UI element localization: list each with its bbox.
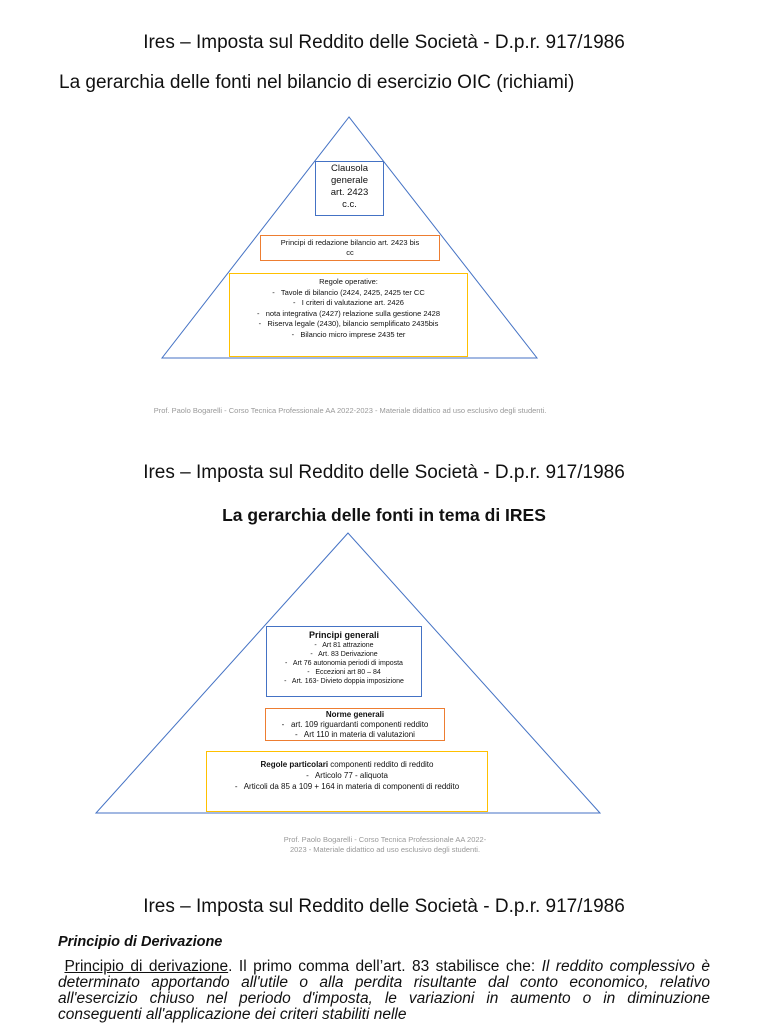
list-item: - Riserva legale (2430), bilancio semplificato 2435bis [230, 319, 467, 330]
principi-redazione-line-2: cc [346, 248, 354, 257]
slide-1-subtitle: La gerarchia delle fonti nel bilancio di esercizio OIC (richiami) [59, 72, 575, 93]
principi-redazione-line-1: Principi di redazione bilancio art. 2423 bis [280, 238, 420, 247]
regole-particolari-box [206, 751, 488, 812]
slide-1-footer: Prof. Paolo Bogarelli - Corso Tecnica Professionale AA 2022-2023 - Materiale didattico ad uso esclusivo degli studenti. [153, 406, 547, 415]
clausola-line-1: Clausola [331, 163, 368, 174]
slide-2-footer [230, 835, 540, 855]
principi-generali-heading: Principi generali [308, 630, 380, 640]
regole-operative-list [230, 288, 467, 341]
paragraph-italic: Il reddito complessivo è determinato apportando all'utile o alla perdita risultante dal conto economico, relativo all'esercizio chiuso nel periodo d'imposta, le variazioni in aumento o in diminuzione conseguenti all'applicazione dei criteri stabiliti nelle [58, 958, 710, 1023]
slide-2-subtitle: La gerarchia delle fonti in tema di IRES [222, 505, 546, 525]
slide-1 [0, 0, 768, 430]
slide-2-title: Ires – Imposta sul Reddito delle Società - D.p.r. 917/1986 [143, 462, 625, 483]
regole-particolari-heading [207, 759, 487, 770]
slide-1-title: Ires – Imposta sul Reddito delle Società - D.p.r. 917/1986 [143, 32, 625, 53]
list-item: - Tavole di bilancio (2424, 2425, 2425 ter CC [230, 288, 467, 299]
regole-particolari-rest: componenti reddito di reddito [328, 760, 434, 769]
regole-operative-box [229, 273, 468, 357]
norme-generali-heading: Norme generali [325, 710, 385, 719]
principi-redazione-box [260, 235, 440, 261]
norme-generali-box [265, 708, 445, 741]
regole-particolari-list [207, 770, 487, 792]
slide-2 [0, 440, 768, 870]
slide-2-footer-line-1: Prof. Paolo Bogarelli - Corso Tecnica Professionale AA 2022- [283, 835, 487, 844]
slide-2-footer-line-2: 2023 - Materiale didattico ad uso esclusivo degli studenti. [289, 845, 481, 854]
clausola-line-2: generale [331, 175, 368, 186]
list-item: - Eccezioni art 80 – 84 [267, 668, 421, 677]
list-item: - Art 76 autonomia periodi di imposta [267, 659, 421, 668]
regole-particolari-bold: Regole particolari [260, 760, 329, 769]
clausola-generale-box [315, 161, 384, 216]
list-item: - Art 81 attrazione [267, 641, 421, 650]
slide-3 [0, 880, 768, 1024]
slide-3-title: Ires – Imposta sul Reddito delle Società - D.p.r. 917/1986 [143, 896, 625, 917]
clausola-line-3: art. 2423 [330, 187, 369, 198]
list-item: - Articolo 77 - aliquota [207, 770, 487, 781]
slide-3-paragraph [58, 959, 710, 1023]
paragraph-lead [58, 958, 228, 975]
regole-operative-heading: Regole operative: [319, 277, 378, 286]
norme-generali-list [266, 720, 444, 740]
pyramid-diagram [0, 0, 768, 430]
list-item: - nota integrativa (2427) relazione sulla gestione 2428 [230, 309, 467, 320]
clausola-line-4: c.c. [342, 199, 357, 210]
list-item: - Art. 83 Derivazione [267, 650, 421, 659]
principi-generali-box [266, 626, 422, 697]
list-item: - Art 110 in materia di valutazioni [266, 730, 444, 740]
list-item: - I criteri di valutazione art. 2426 [230, 298, 467, 309]
paragraph-plain: . Il primo comma dell’art. 83 stabilisce che: [228, 958, 542, 975]
list-item: - Bilancio micro imprese 2435 ter [230, 330, 467, 341]
list-item: - art. 109 riguardanti componenti reddito [266, 720, 444, 730]
principi-generali-list [267, 641, 421, 686]
slide-3-heading: Principio di Derivazione [58, 934, 223, 950]
paragraph-underlined: Principio di derivazione [64, 958, 229, 975]
list-item: - Art. 163- Divieto doppia imposizione [267, 677, 421, 686]
list-item: - Articoli da 85 a 109 + 164 in materia di componenti di reddito [207, 781, 487, 792]
